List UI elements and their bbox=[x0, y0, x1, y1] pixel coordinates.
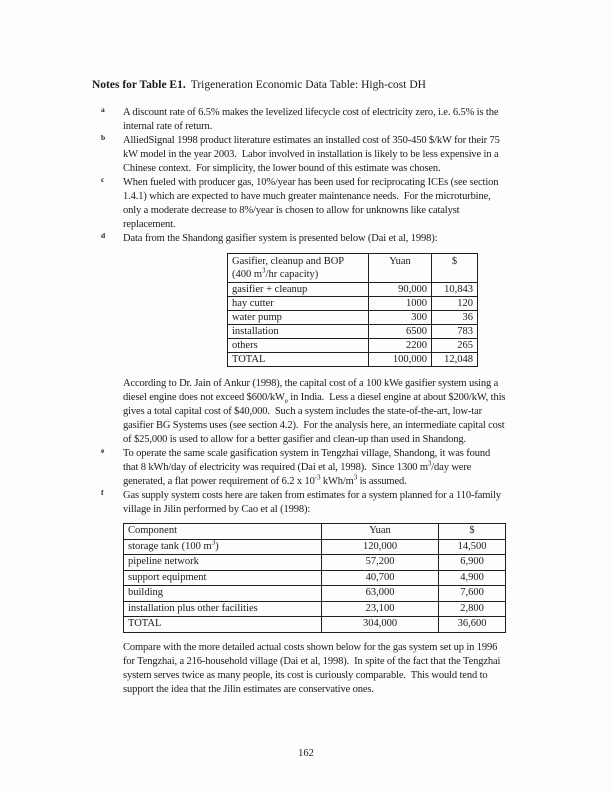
shandong-gasifier-cost-table bbox=[227, 253, 478, 367]
footnote-b-text: AlliedSignal 1998 product literature estimates an installed cost of 350-450 $/kW for their 75 kW model in the year 2003. Labor involved in installation is likely to be less expensive in a Chinese context. For simplicity, the lower bound of this estimate was chosen. bbox=[123, 135, 500, 174]
table-header-cell: $ bbox=[432, 254, 478, 283]
table-cell: 1000 bbox=[369, 297, 432, 311]
page-content bbox=[92, 78, 567, 697]
table-header-row bbox=[124, 524, 506, 540]
footnote-d-intro-text: Data from the Shandong gasifier system is presented below (Dai et al, 1998): bbox=[123, 233, 438, 244]
footnote-marker-d: d bbox=[101, 231, 106, 240]
page-title bbox=[92, 78, 567, 92]
table-cell: 57,200 bbox=[322, 555, 439, 571]
table-cell: 14,500 bbox=[439, 539, 506, 555]
table-cell: 100,000 bbox=[369, 353, 432, 367]
footnote-e-text: To operate the same scale gasification system in Tengzhai village, Shandong, it was found that 8 kWh/day of electricity was required (Dai et al, 1998). Since 1300 $m^3$/day were generated, a flat power requirement of 6.2 x $10^{-3}$ kWh/$m^3$ is assumed. bbox=[123, 448, 491, 487]
page-number: 162 bbox=[298, 748, 314, 759]
table-cell: 10,843 bbox=[432, 283, 478, 297]
footnote-marker-b: b bbox=[101, 133, 106, 142]
table-cell: 63,000 bbox=[322, 586, 439, 602]
table-cell: 90,000 bbox=[369, 283, 432, 297]
table-header-cell: Yuan bbox=[369, 254, 432, 283]
footnote-b bbox=[101, 133, 567, 176]
table-row bbox=[124, 617, 506, 633]
table-cell: water pump bbox=[228, 311, 369, 325]
table-cell: TOTAL bbox=[124, 617, 322, 633]
footnote-marker-c: c bbox=[101, 175, 105, 184]
table-cell: 23,100 bbox=[322, 601, 439, 617]
table-cell: 120 bbox=[432, 297, 478, 311]
table-row bbox=[124, 601, 506, 617]
table-cell: 36,600 bbox=[439, 617, 506, 633]
table-row bbox=[228, 339, 478, 353]
footnote-e bbox=[101, 446, 567, 489]
footnote-d bbox=[101, 231, 567, 447]
jilin-gas-supply-cost-table bbox=[123, 523, 506, 633]
footnote-marker-a: a bbox=[101, 105, 105, 114]
table-cell: 300 bbox=[369, 311, 432, 325]
footnote-c-text: When fueled with producer gas, 10%/year has been used for reciprocating ICEs (see section 1.4.1) which are expected to have much greater maintenance needs. For the microturbine, only a moderate decrease to 8%/year is chosen to allow for unknowns like catalyst replacement. bbox=[123, 177, 499, 230]
table-cell: 120,000 bbox=[322, 539, 439, 555]
table-cell: storage tank (100 $m^3$) bbox=[124, 539, 322, 555]
table-body bbox=[124, 539, 506, 632]
table-row bbox=[124, 555, 506, 571]
table-cell: 6,900 bbox=[439, 555, 506, 571]
footnote-f bbox=[101, 488, 567, 517]
table-cell: 12,048 bbox=[432, 353, 478, 367]
table-row bbox=[228, 353, 478, 367]
table-cell: gasifier + cleanup bbox=[228, 283, 369, 297]
table-cell: others bbox=[228, 339, 369, 353]
table-cell: 4,900 bbox=[439, 570, 506, 586]
footnote-d-paragraph-text: According to Dr. Jain of Ankur (1998), the capital cost of a 100 kWe gasifier system using a diesel engine does not exceed $\$600/kW_e$ in India. Less a diesel engine at about $200/kW, this gives a total capital cost of $40,000. Such a system includes the state-of-the-art, low-tar gasifier BG Systems uses (see section 4.2). For the analysis here, an intermediate capital cost of $25,000 is used to allow for a better gasifier and clean-up than used in Shandong. bbox=[123, 378, 506, 445]
table-row bbox=[228, 297, 478, 311]
table-cell: 7,600 bbox=[439, 586, 506, 602]
table-header-row bbox=[228, 254, 478, 283]
table-cell: building bbox=[124, 586, 322, 602]
table-cell: hay cutter bbox=[228, 297, 369, 311]
table-row bbox=[124, 570, 506, 586]
table-cell: 40,700 bbox=[322, 570, 439, 586]
table-cell: 6500 bbox=[369, 325, 432, 339]
table-cell: 2,800 bbox=[439, 601, 506, 617]
table-row bbox=[124, 586, 506, 602]
table-header-cell: Component bbox=[124, 524, 322, 540]
footnote-a bbox=[101, 105, 567, 134]
table-cell: pipeline network bbox=[124, 555, 322, 571]
closing-paragraph-text: Compare with the more detailed actual costs shown below for the gas system set up in 1996 for Tengzhai, a 216-household village (Dai et al, 1998). In spite of the fact that the Tengzhai system serves twice as many people, its cost is curiously comparable. This would tend to support the idea that the Jilin estimates are conservative ones. bbox=[123, 641, 501, 695]
table-cell: TOTAL bbox=[228, 353, 369, 367]
table-body bbox=[228, 283, 478, 367]
table-cell: installation plus other facilities bbox=[124, 601, 322, 617]
table-header-cell: $ bbox=[439, 524, 506, 540]
table-cell: 783 bbox=[432, 325, 478, 339]
table-cell: 304,000 bbox=[322, 617, 439, 633]
table-row bbox=[228, 311, 478, 325]
table-cell: 2200 bbox=[369, 339, 432, 353]
footnote-a-text: A discount rate of 6.5% makes the levelized lifecycle cost of electricity zero, i.e. 6.5% is the internal rate of return. bbox=[123, 107, 499, 132]
title-description: Trigeneration Economic Data Table: High-cost DH bbox=[190, 79, 426, 91]
table-header-cell: Gasifier, cleanup and BOP (400 $m^3/hr$ capacity) bbox=[228, 254, 369, 283]
table-row bbox=[124, 539, 506, 555]
footnote-f-text: Gas supply system costs here are taken from estimates for a system planned for a 110-family village in Jilin performed by Cao et al (1998): bbox=[123, 490, 501, 515]
table-cell: 265 bbox=[432, 339, 478, 353]
table-cell: installation bbox=[228, 325, 369, 339]
table-header-cell: Yuan bbox=[322, 524, 439, 540]
footnote-marker-e: e bbox=[101, 446, 105, 455]
title-table-label: Notes for Table E1. bbox=[92, 79, 186, 91]
table-cell: 36 bbox=[432, 311, 478, 325]
table-row bbox=[228, 325, 478, 339]
table-cell: support equipment bbox=[124, 570, 322, 586]
footnote-c bbox=[101, 175, 567, 232]
footnote-marker-f: f bbox=[101, 488, 104, 497]
table-row bbox=[228, 283, 478, 297]
